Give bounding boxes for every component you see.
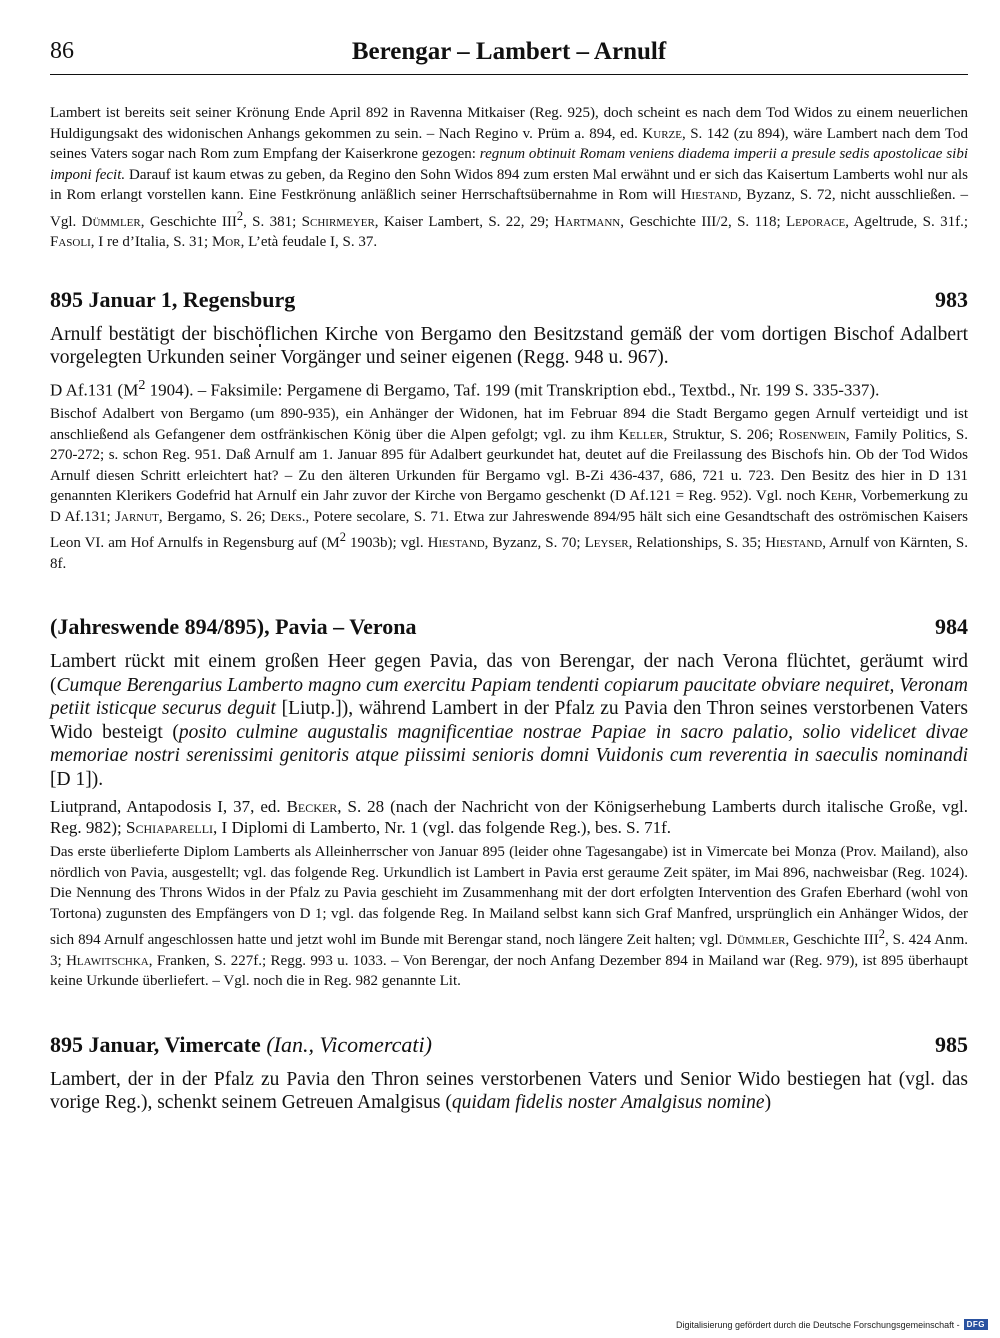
entry-source: Liutprand, Antapodosis I, 37, ed. Becker, S. 28 (nach der Nachricht von der Königserhebung Lamberts durch italische Große, vgl. Reg. 982); Schiaparelli, I Diplomi di Lamberto, Nr. 1 (vgl. das folgende Reg.), bes. S. 71f. — [50, 797, 968, 838]
regest-entry-983 — [50, 287, 968, 575]
entry-text: Lambert rückt mit einem großen Heer gegen Pavia, das von Berengar, der nach Verona flüchtet, geräumt wird (Cumque Berengarius Lamberto magno cum exercitu Papiam tendenti copiarum paucitate obviare nequiret, Veronam petiit isticque securus deguit [Liutp.]), während Lambert in der Pfalz zu Pavia den Thron seines verstorbenen Vaters Wido besteigt (posito culmine augustalis magnificentiae nostrae Papiae in sacro palatio, solio videlicet divae memoriae nostri serenissimi genitoris atque piissimi senioris domni Vuidonis cum reverentia in saeculis nominandi [D 1]). — [50, 651, 968, 790]
regest-entry-984 — [50, 614, 968, 992]
entry-heading — [50, 1032, 968, 1064]
digitization-footer — [676, 1319, 988, 1330]
entry-number: 983 — [935, 286, 968, 312]
entry-number: 984 — [935, 614, 968, 640]
entry-title: 895 Januar, Vimercate (Ian., Vicomercati) — [50, 1031, 432, 1057]
intro-commentary: Lambert ist bereits seit seiner Krönung Ende April 892 in Ravenna Mitkaiser (Reg. 925), doch scheint es nach dem Tod Widos zu einem neuerlichen Huldigungsakt des widonischen Anhangs gekommen zu sein. – Nach Regino v. Prüm a. 894, ed. Kurze, S. 142 (zu 894), wäre Lambert nach dem Tod seines Vaters sogar nach Rom zum Empfang der Kaiserkrone gezogen: regnum obtinuit Romam veniens diadema imperii a presule sedis apostolicae sibi imponi fecit. Darauf ist kaum etwas zu geben, da Regino den Sohn Widos 894 zum ersten Mal erwähnt und er sich das Kaisertum Lamberts wohl nur als in Rom erlangt vorstellen kann. Eine Festkrönung anläßlich seiner Herrschaftsübernahme in Rom will Hiestand, Byzanz, S. 72, nicht ausschließen. – Vgl. Dümmler, Geschichte III$^2$, S. 381; Schirmeyer, Kaiser Lambert, S. 22, 29; Hartmann, Geschichte III/2, S. 118; Leporace, Ageltrude, S. 31f.; Fasoli, I re d’Italia, S. 31; Mor, L’età feudale I, S. 37. — [50, 105, 969, 250]
entry-number: 985 — [935, 1031, 968, 1057]
footer-text: Digitalisierung gefördert durch die Deutsche Forschungsgemeinschaft - — [675, 1319, 960, 1330]
entry-text: Arnulf bestätigt der bischöflichen Kirche von Bergamo den Besitzstand gemäß der vom dortigen Bischof Adalbert vorgelegten Urkunden seiner Vorgänger und seiner eigenen (Regg. 948 u. 967). — [50, 323, 968, 368]
entry-source: D Af.131 ($M^2$ 1904). – Faksimile: Pergamene di Bergamo, Taf. 199 (mit Transkription ebd., Textbd., Nr. 199 S. 335-337). — [50, 376, 880, 400]
running-title: Berengar – Lambert – Arnulf — [351, 38, 667, 65]
page-number: 86 — [50, 38, 74, 64]
entry-commentary: Bischof Adalbert von Bergamo (um 890-935), ein Anhänger der Widonen, hat im Februar 894 die Stadt Bergamo gegen Arnulf verteidigt und ist anschließend als Gefangener dem ostfränkischen König über die Alpen gefolgt; vgl. zu ihm Keller, Struktur, S. 206; Rosenwein, Family Politics, S. 270-272; s. schon Reg. 951. Daß Arnulf am 1. Januar 895 für Adalbert geurkundet hat, deutet auf die Freilassung des Bischofs hin. Ob der Tod Widos Arnulf diesen Schritt erleichtert hat? – Zu den älteren Urkunden für Bergamo vgl. B-Zi 436-437, 686, 721 u. 723. Den Besitz des hier in D 131 genannten Klerikers Godefrid hat Arnulf ein Jahr zuvor der Kirche von Bergamo geschenkt (D Af.121 = Reg. 952). Vgl. noch Kehr, Vorbemerkung zu D Af.131; Jarnut, Bergamo, S. 26; Deks., Potere secolare, S. 71. Etwa zur Jahreswende 894/95 hält sich eine Gesandtschaft des oströmischen Kaisers Leon VI. am Hof Arnulfs in Regensburg auf ($M^2$ 1903b); vgl. Hiestand, Byzanz, S. 70; Leyser, Relationships, S. 35; Hiestand, Arnulf von Kärnten, S. 8f. — [50, 406, 969, 572]
entry-commentary: Das erste überlieferte Diplom Lamberts als Alleinherrscher von Januar 895 (leider ohne Tagesangabe) ist in Vimercate bei Monza (Prov. Mailand), also nördlich von Pavia, ausgestellt; vgl. das folgende Reg. Urkundlich ist Lambert in Pavia erst geraume Zeit später, im Mai 896, nachweisbar (Reg. 1024). Die Nennung des Throns Widos in der Pfalz zu Pavia geschieht im Zusammenhang mit der dort erfolgten Intervention des Grafen Eberhard (wohl von Tortona) zugunsten des Empfängers von D 1; vgl. das folgende Reg. In Mailand selbst kann sich Graf Manfred, ursprünglich ein Anhänger Widos, der sich 894 Arnulf angeschlossen hatte und jetzt wohl im Bunde mit Berengar stand, noch längere Zeit halten; vgl. Dümmler, Geschichte III$^2$, S. 424 Anm. 3; Hlawitschka, Franken, S. 227f.; Regg. 993 u. 1033. – Von Berengar, der noch Anfang Dezember 894 in Mailand war (Reg. 979), ist 895 überhaupt keine Urkunde überliefert. – Vgl. noch die in Reg. 982 genannte Lit. — [50, 844, 969, 990]
page — [50, 38, 968, 1115]
entry-text: Lambert, der in der Pfalz zu Pavia den Thron seines verstorbenen Vaters und Senior Wido bestiegen hat (vgl. das vorige Reg.), schenkt seinem Getreuen Amalgisus (quidam fidelis noster Amalgisus nomine) — [50, 1068, 968, 1114]
regest-entry-985 — [50, 1032, 968, 1115]
entry-title: (Jahreswende 894/895), Pavia – Verona — [50, 614, 417, 640]
running-head — [50, 38, 968, 74]
entry-heading — [50, 614, 968, 646]
entry-title: 895 Januar 1, Regensburg — [50, 286, 296, 312]
header-rule — [50, 74, 968, 75]
entry-heading — [50, 287, 968, 319]
scan-speck — [259, 344, 261, 347]
dfg-logo: DFG — [964, 1319, 988, 1330]
